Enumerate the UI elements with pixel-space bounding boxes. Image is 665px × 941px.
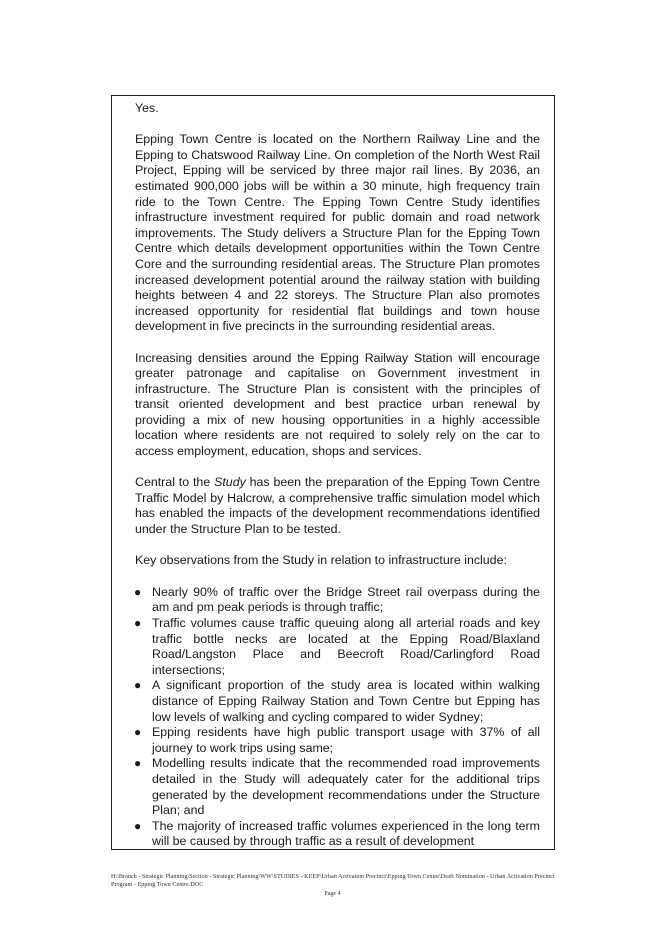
answer-text: Yes.: [135, 101, 159, 115]
bullet-icon: ●: [134, 616, 142, 630]
content-text: [135, 101, 540, 850]
list-item: ● A significant proportion of the study area is located within walking distance of Epping Railway Station and Town Centre but Epping has low levels of walking and cycling compared to wider Sydney;: [134, 678, 540, 724]
observations-list: [135, 585, 540, 850]
bullet-icon: ●: [134, 725, 142, 740]
paragraph-densities: Increasing densities around the Epping Railway Station will encourage greater patronage and capitalise on Government investment in infrastructure. The Structure Plan is consistent with the principles of transit oriented development and best practice urban renewal by providing a mix of new housing opportunities in a highly accessible location where residents are not required to solely rely on the car to access employment, education, shops and services.: [135, 350, 540, 459]
bullet-icon: ●: [134, 584, 142, 599]
footer-file-path: H:\Branch - Strategic Planning\Section - Strategic Planning\WW\STUDIES - KEEP\Urban Activation Precinct\Epping Town Centre\Draft Nomination - Urban Activation Precinct Program - Epping Town Centre.DOC: [111, 873, 555, 888]
para3-end: has been the preparation of the Epping Town Centre Traffic Model by Halcrow, a comprehensive traffic simulation model which has enabled the impacts of the development recommendations identified under the Structure Plan to be tested.: [135, 475, 540, 537]
paragraph-traffic-model: [135, 475, 540, 537]
content-box: [111, 95, 555, 850]
bullet-icon: ●: [134, 756, 142, 771]
paragraph-location: Epping Town Centre is located on the Northern Railway Line and the Epping to Chatswood Railway Line. On completion of the North West Rail Project, Epping will be serviced by three major rail lines. By 2036, an estimated 900,000 jobs will be within a 30 minute, high frequency train ride to the Town Centre. The Epping Town Centre Study identifies infrastructure investment required for public domain and road network improvements. The Study delivers a Structure Plan for the Epping Town Centre which details development opportunities within the Town Centre Core and the surrounding residential areas. The Structure Plan promotes increased development potential around the railway station with building heights between 4 and 22 storeys. The Structure Plan also promotes increased opportunity for residential flat buildings and town house development in five precincts in the surrounding residential areas.: [135, 132, 540, 334]
box-top-border: [112, 95, 554, 96]
list-item: ● Epping residents have high public transport usage with 37% of all journey to work trips using same;: [134, 725, 540, 755]
list-item: ● The majority of increased traffic volumes experienced in the long term will be caused by through traffic as a result of development: [134, 818, 540, 849]
list-item: ● Traffic volumes cause traffic queuing along all arterial roads and key traffic bottle necks are located at the Epping Road/Blaxland Road/Langston Place and Beecroft Road/Carlingford Road intersections;: [134, 616, 540, 677]
paragraph-key-observations: Key observations from the Study in relation to infrastructure include:: [135, 553, 507, 568]
study-emphasis: Study: [214, 475, 246, 490]
bullet-icon: ●: [134, 678, 142, 693]
para3-start: Central to the: [135, 475, 215, 490]
bullet-icon: ●: [134, 818, 142, 833]
page-number: Page 4: [324, 891, 341, 897]
list-item: ● Nearly 90% of traffic over the Bridge Street rail overpass during the am and pm peak periods is through traffic;: [134, 584, 540, 615]
list-item: ● Modelling results indicate that the recommended road improvements detailed in the Study will adequately cater for the additional trips generated by the development recommendations under the Structure Plan; and: [134, 756, 540, 818]
